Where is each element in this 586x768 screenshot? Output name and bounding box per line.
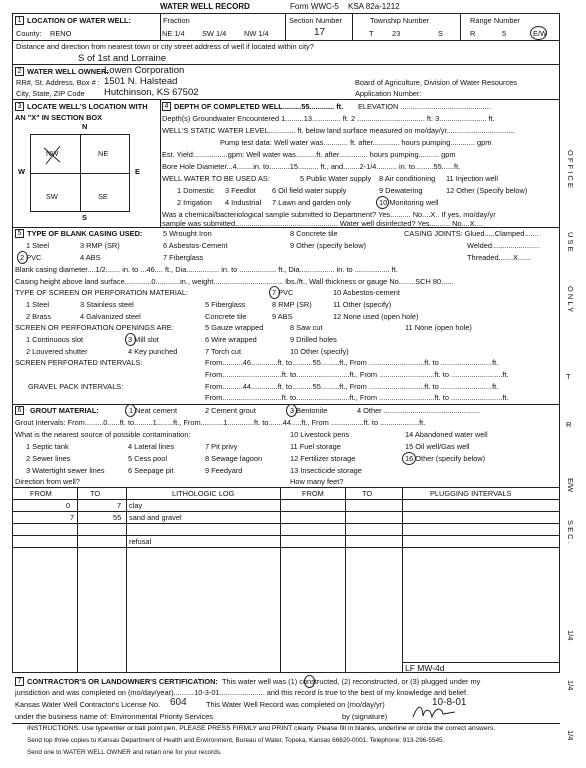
section-2-title: WATER WELL OWNER: xyxy=(27,67,109,76)
use-2[interactable]: 2 Irrigation xyxy=(177,198,212,207)
side-office: O F F I C E xyxy=(566,150,575,188)
casing-8[interactable]: 8 Concrete tile xyxy=(290,229,338,238)
opening-3-circle xyxy=(125,333,136,346)
screen-12[interactable]: 12 None used (open hole) xyxy=(333,312,419,321)
section-5-number: 5 xyxy=(15,229,24,238)
side-only: O N L Y xyxy=(566,286,575,313)
disinfect-line: sample was submitted.................................................. Water well disinfected? Yes.......... No....X.... xyxy=(162,219,483,228)
opening-10[interactable]: 10 Other (specify) xyxy=(290,347,349,356)
contam-4[interactable]: 4 Lateral lines xyxy=(128,442,175,451)
log-header-from: FROM xyxy=(30,489,52,498)
casing-7[interactable]: 7 Fiberglass xyxy=(163,253,204,262)
completed-label: This Water Well Record was completed on (mo/day/yr) xyxy=(206,700,385,709)
quarter-2[interactable]: SW 1/4 xyxy=(202,29,227,38)
certification-line-2: jurisdiction and was completed on (mo/day/year)..........10-3-01...................... and this record is true to the best of my knowledge and belief. xyxy=(15,688,469,697)
use-4[interactable]: 4 Industrial xyxy=(225,198,262,207)
ne-quadrant: NE xyxy=(98,149,109,158)
screen-9[interactable]: 9 ABS xyxy=(272,312,293,321)
use-7[interactable]: 7 Lawn and garden only xyxy=(272,198,351,207)
instructions-line-2: Send top three copies to Kansas Department of Health and Environment, Bureau of Water, Topeka, Kansas 66620-0001. Telephone: 913-296-5545. xyxy=(27,737,445,744)
township-label: Township Number xyxy=(370,16,430,25)
use-3[interactable]: 3 Feedlot xyxy=(225,186,256,195)
side-t: T xyxy=(566,372,571,381)
grout-1[interactable]: 1 Neat cement xyxy=(129,406,178,415)
gravel-row-1: From..........44.............ft. to..........55.........ft., From ...........................ft. to .........................ft. xyxy=(205,382,499,391)
sw-quadrant: SW xyxy=(46,192,58,201)
quarter-1[interactable]: NE 1/4 xyxy=(162,29,185,38)
use-1[interactable]: 1 Domestic xyxy=(177,186,214,195)
casing-6[interactable]: 6 Asbestos-Cement xyxy=(163,241,228,250)
opening-2[interactable]: 2 Louvered shutter xyxy=(26,347,88,356)
elevation-label: ELEVATION ............................................ xyxy=(358,102,491,111)
section-3-number: 3 xyxy=(15,102,24,111)
form-title: WATER WELL RECORD xyxy=(160,2,250,11)
grout-intervals-line: Grout Intervals: From.........0......ft. to.........1........ft., From...........1.............ft. to.......44.....ft., From ................ft. to ...................ft. xyxy=(15,418,426,427)
casing-9[interactable]: 9 Other (specify below) xyxy=(290,241,366,250)
perforated-label: SCREEN PERFORATED INTERVALS: xyxy=(15,358,143,367)
casing-2-circle xyxy=(17,251,28,264)
welded-label: Welded....................... xyxy=(467,241,540,250)
license-number[interactable]: 604 xyxy=(170,697,187,708)
township-s: S xyxy=(438,29,443,38)
east-west[interactable]: E/W xyxy=(533,29,547,38)
direction-label: Direction from well? xyxy=(15,477,80,486)
screen-7-circle xyxy=(269,286,280,299)
south-label: S xyxy=(82,213,87,222)
ew-circle xyxy=(530,26,547,40)
contamination-label: What is the nearest source of possible contamination: xyxy=(15,430,191,439)
screen-3[interactable]: 3 Stainless steel xyxy=(80,300,134,309)
bore-hole-line: Bore Hole Diameter...4........in. to..........15.......... ft., and........2-1/4.......... in. to.........55......ft. xyxy=(162,162,461,171)
license-label: Kansas Water Well Contractor's License No. xyxy=(15,700,161,709)
signature-label: by (signature) xyxy=(342,712,388,721)
se-quadrant: SE xyxy=(98,192,108,201)
contam-15[interactable]: 15 Oil well/Gas well xyxy=(405,442,470,451)
side-use: U S E xyxy=(566,232,575,252)
yield-line: Est. Yield:................gpm: Well water was..........ft. after.............. hours pumping.......... gpm xyxy=(162,150,456,159)
feet-label: How many feet? xyxy=(290,477,344,486)
casing-height-line: Casing height above land surface.............0............in., weight.................................. lbs./ft., Wall thickness or gauge No........SCH 80...... xyxy=(15,277,454,286)
casing-2[interactable]: 2 PVC xyxy=(20,253,42,262)
contam-9[interactable]: 9 Feedyard xyxy=(205,466,243,475)
form-frame xyxy=(12,13,560,673)
grout-title: GROUT MATERIAL: xyxy=(30,406,99,415)
log-row-3-lith: refusal xyxy=(129,537,152,546)
side-quarter-1: 1/4 xyxy=(566,630,575,641)
screen-7[interactable]: 7 PVC xyxy=(272,288,294,297)
grout-4[interactable]: 4 Other ............................................... xyxy=(357,406,481,415)
north-label: N xyxy=(82,122,88,131)
form-number: Form WWC-5 xyxy=(290,2,339,11)
screen-10[interactable]: 10 Asbestos-cement xyxy=(333,288,400,297)
contam-16[interactable]: 16 Other (specify below) xyxy=(405,454,486,463)
board-label: Board of Agriculture, Division of Water Resources xyxy=(355,78,517,87)
opening-1[interactable]: 1 Continuous slot xyxy=(26,335,84,344)
section-4-number: 4 xyxy=(162,102,171,111)
screen-5[interactable]: 5 Fiberglass xyxy=(205,300,246,309)
opening-6[interactable]: 6 Wire wrapped xyxy=(205,335,257,344)
contam-12[interactable]: 12 Fertilizer storage xyxy=(290,454,356,463)
range-r: R xyxy=(470,29,476,38)
contam-16-circle xyxy=(402,452,416,465)
opening-8[interactable]: 8 Saw cut xyxy=(290,323,323,332)
contam-13[interactable]: 13 Insecticide storage xyxy=(290,466,362,475)
range-label: Range Number xyxy=(470,16,521,25)
county-value[interactable]: RENO xyxy=(50,29,72,38)
completed-date[interactable]: 10-8-01 xyxy=(432,697,467,708)
use-5[interactable]: 5 Public Water supply xyxy=(300,174,372,183)
side-sec: S E C . xyxy=(566,520,575,544)
log-header-to-2: TO xyxy=(362,489,373,498)
perforated-row-1: From..........46.............ft. to..........55.........ft., From ...........................ft. to .........................ft. xyxy=(205,358,499,367)
section-7-number: 7 xyxy=(15,677,24,686)
signature-mark xyxy=(410,702,470,722)
casing-title: TYPE OF BLANK CASING USED: xyxy=(27,229,143,238)
gravel-row-2: From.............................ft. to..........................ft., From ...........................ft. to .........................ft. xyxy=(205,393,509,402)
contam-7[interactable]: 7 Pit privy xyxy=(205,442,238,451)
log-header-from-2: FROM xyxy=(302,489,324,498)
casing-1[interactable]: 1 Steel xyxy=(26,241,50,250)
section-1-title: LOCATION OF WATER WELL: xyxy=(27,16,131,25)
certification-line-1: This water well was (1) constructed, (2) reconstructed, or (3) plugged under my xyxy=(222,677,481,686)
distance-value[interactable]: S of 1st and Lorraine xyxy=(78,53,167,64)
casing-diameter-line: Blank casing diameter....1/2....... in. to ...46.... ft., Dia................ in. to .................. ft., Dia................. in. to ................. ft. xyxy=(15,265,398,274)
side-quarter-3: 1/4 xyxy=(566,730,575,741)
ksa-number: KSA 82a-1212 xyxy=(348,2,400,11)
city-value[interactable]: Hutchinson, KS 67502 xyxy=(104,87,199,98)
depth-label: DEPTH OF COMPLETED WELL.........55............ ft. xyxy=(174,102,344,111)
contam-6[interactable]: 6 Seepage pit xyxy=(128,466,174,475)
static-level-line: WELL'S STATIC WATER LEVEL............. ft. below land surface measured on mo/day/yr................................. xyxy=(162,126,515,135)
instructions-line-1: INSTRUCTIONS: Use typewriter or ball point pen. PLEASE PRESS FIRMLY and PRINT clearly. Please fill in blanks, underline or circle the correct answers. xyxy=(27,725,496,732)
use-10[interactable]: 10 Monitoring well xyxy=(379,198,439,207)
distance-label: Distance and direction from nearest town or city street address of well if located within city? xyxy=(16,42,314,51)
casing-5[interactable]: 5 Wrought Iron xyxy=(163,229,212,238)
screen-6[interactable]: Concrete tile xyxy=(205,312,247,321)
perforated-row-2: From.............................ft. to..........................ft., From ...........................ft. to .........................ft. xyxy=(205,370,509,379)
grout-3[interactable]: 3 Bentonite xyxy=(290,406,328,415)
groundwater-line: Depth(s) Groundwater Encountered 1.........13.............. ft. 2 ................................. ft. 3....................... ft. xyxy=(162,114,495,123)
county-label: County: xyxy=(16,29,42,38)
section-number-value[interactable]: 17 xyxy=(314,27,326,38)
contam-1[interactable]: 1 Septic tank xyxy=(26,442,69,451)
side-r: R xyxy=(566,420,572,429)
contam-2[interactable]: 2 Sewer lines xyxy=(26,454,71,463)
contam-14[interactable]: 14 Abandoned water well xyxy=(405,430,488,439)
log-row-1-from: 0 xyxy=(66,501,71,510)
address-label: RR#, St. Address, Box # : xyxy=(16,78,100,87)
opening-4[interactable]: 4 Key punched xyxy=(128,347,178,356)
contam-3[interactable]: 3 Watertight sewer lines xyxy=(26,466,105,475)
township-t: T xyxy=(369,29,374,38)
grout-1-circle xyxy=(125,404,136,417)
use-8[interactable]: 8 Air conditioning xyxy=(379,174,436,183)
section-1-number: 1 xyxy=(15,16,24,25)
log-row-2-lith: sand and gravel xyxy=(129,513,182,522)
log-header-to: TO xyxy=(90,489,101,498)
gravel-label: GRAVEL PACK INTERVALS: xyxy=(28,382,124,391)
casing-4[interactable]: 4 ABS xyxy=(80,253,101,262)
use-9[interactable]: 9 Dewatering xyxy=(379,186,423,195)
application-number-label: Application Number: xyxy=(355,89,422,98)
grout-2[interactable]: 2 Cement grout xyxy=(205,406,256,415)
township-value[interactable]: 23 xyxy=(392,29,401,38)
fraction-label: Fraction xyxy=(163,16,190,25)
address-value[interactable]: 1501 N. Halstead xyxy=(104,76,178,87)
section-2-number: 2 xyxy=(15,67,24,76)
business-name-line: under the business name of: Environmental Priority Services xyxy=(15,712,213,721)
log-row-1-lith: clay xyxy=(129,501,143,510)
log-row-1-to: 7 xyxy=(117,501,122,510)
use-12[interactable]: 12 Other (Specify below) xyxy=(446,186,528,195)
monitoring-well-tag: LF MW-4d xyxy=(405,663,445,673)
certification-title: CONTRACTOR'S OR LANDOWNER'S CERTIFICATION: xyxy=(27,677,218,686)
threaded-label: Threaded.......X...... xyxy=(467,253,531,262)
log-header-lithology: LITHOLOGIC LOG xyxy=(172,489,235,498)
opening-11[interactable]: 11 None (open hole) xyxy=(405,323,472,332)
city-label: City, State, ZIP Code xyxy=(16,89,85,98)
contam-8[interactable]: 8 Sewage lagoon xyxy=(205,454,263,463)
location-x-mark xyxy=(40,140,70,170)
west-label: W xyxy=(18,167,25,176)
owner-value[interactable]: Lowen Corporation xyxy=(104,65,185,76)
screen-8[interactable]: 8 RMP (SR) xyxy=(272,300,312,309)
opening-3[interactable]: 3 Mill slot xyxy=(128,335,159,344)
instructions-line-3: Send one to WATER WELL OWNER and retain one for your records. xyxy=(27,749,222,756)
side-quarter-2: 1/4 xyxy=(566,680,575,691)
screen-4[interactable]: 4 Galvanized steel xyxy=(80,312,141,321)
openings-title: SCREEN OR PERFORATION OPENINGS ARE: xyxy=(15,323,174,332)
section-3-title: LOCATE WELL'S LOCATION WITH xyxy=(27,102,148,111)
screen-1[interactable]: 1 Steel xyxy=(26,300,50,309)
use-6[interactable]: 6 Oil field water supply xyxy=(272,186,347,195)
side-ew: E/W xyxy=(566,478,575,493)
casing-3[interactable]: 3 RMP (SR) xyxy=(80,241,120,250)
log-header-plugging: PLUGGING INTERVALS xyxy=(430,489,512,498)
screen-title: TYPE OF SCREEN OR PERFORATION MATERIAL: xyxy=(15,288,189,297)
constructed-circle xyxy=(304,675,315,688)
contam-11[interactable]: 11 Fuel storage xyxy=(290,442,341,451)
sample-line: Was a chemical/bacteriological sample submitted to Department? Yes.......... No....X.. If yes, mo/day/yr xyxy=(162,210,496,219)
log-row-2-from: 7 xyxy=(70,513,75,522)
use-11[interactable]: 11 Injection well xyxy=(446,174,499,183)
contam-5[interactable]: 5 Cess pool xyxy=(128,454,168,463)
casing-joints: CASING JOINTS: Glued.....Clamped....... xyxy=(404,229,539,238)
opening-7[interactable]: 7 Torch cut xyxy=(205,347,242,356)
quarter-3[interactable]: NW 1/4 xyxy=(244,29,269,38)
section-number-label: Section Number xyxy=(289,16,342,25)
use-label: WELL WATER TO BE USED AS: xyxy=(162,174,270,183)
screen-11[interactable]: 11 Other (specify) xyxy=(333,300,392,309)
log-row-2-to: 55 xyxy=(113,513,122,522)
opening-9[interactable]: 9 Drilled holes xyxy=(290,335,337,344)
range-value[interactable]: 5 xyxy=(502,29,507,38)
screen-2[interactable]: 2 Brass xyxy=(26,312,52,321)
section-6-number: 6 xyxy=(15,406,24,415)
section-3-subtitle: AN "X" IN SECTION BOX xyxy=(15,113,103,122)
opening-5[interactable]: 5 Gauze wrapped xyxy=(205,323,264,332)
nw-quadrant: NW xyxy=(46,149,59,158)
grout-3-circle xyxy=(286,404,297,417)
east-label: E xyxy=(135,167,140,176)
contam-10[interactable]: 10 Livestock pens xyxy=(290,430,350,439)
pump-test-line: Pump test data: Well water was............ ft. after............. hours pumping............ gpm xyxy=(220,138,492,147)
use-10-circle xyxy=(376,196,389,209)
